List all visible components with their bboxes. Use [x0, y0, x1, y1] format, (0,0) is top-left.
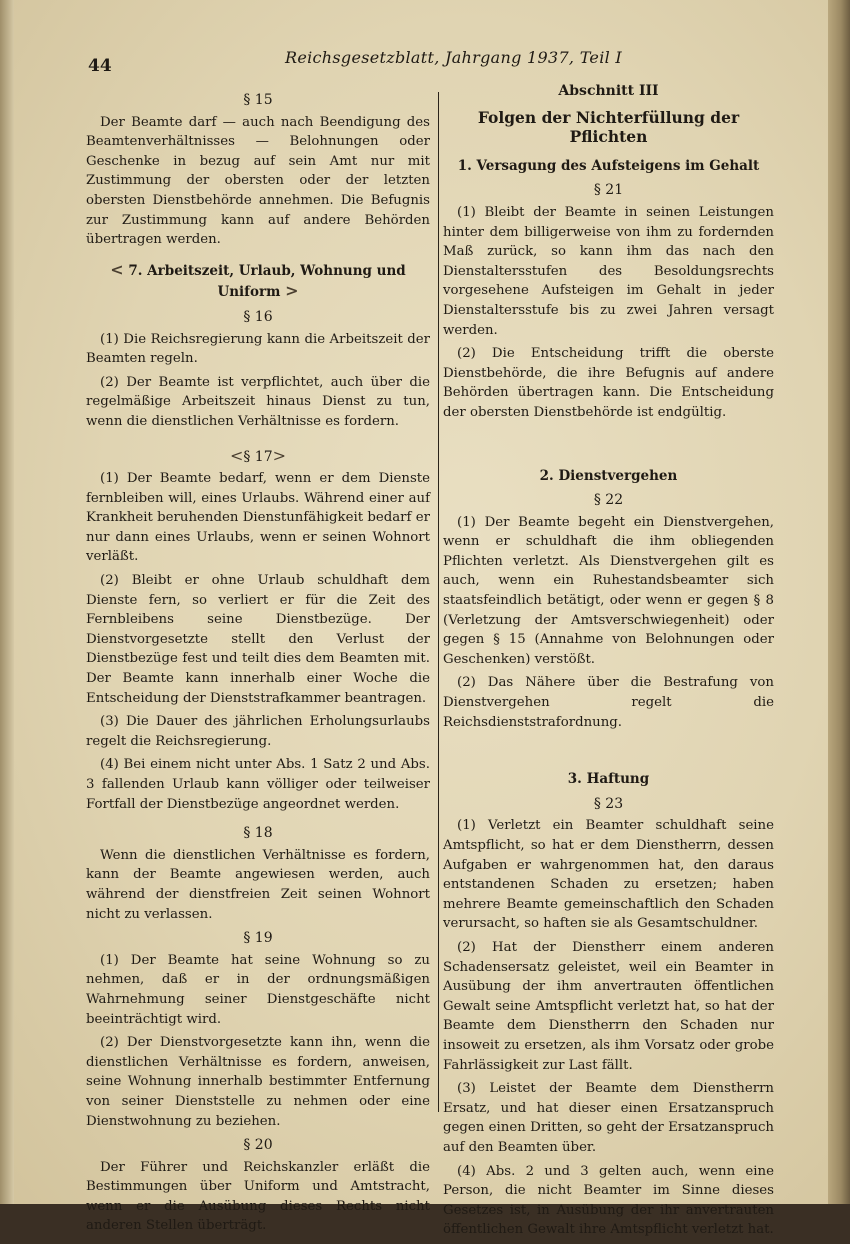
paragraph: Der Führer und Reichskanzler erläßt die Bestimmungen über Uniform und Amtstracht, wenn er die Ausübung dieses Rechts nicht anderen Stellen überträgt. [86, 1159, 430, 1234]
section-title-23: § 23 [593, 795, 624, 812]
pencil-mark-open: < [229, 445, 244, 465]
abschnitt-label: Abschnitt III [558, 83, 659, 99]
paragraph: Wenn die dienstlichen Verhältnisse es fordern, kann der Beamte angewiesen werden, auch während der dienstfreien Zeit seinen Wohnort nicht zu verlassen. [86, 847, 430, 922]
right-column [443, 76, 774, 1244]
paragraph: (2) Hat der Dienstherr einem anderen Schadensersatz geleistet, weil ein Beamter in Ausübung der ihm anvertrauten öffentlichen Gewalt seine Amtspflicht verletzt hat, so hat der Beamte dem Dienstherrn den Schaden nur insoweit zu ersetzen, als ihm Vorsatz oder grobe Fahrlässigkeit zur Last fällt. [443, 939, 774, 1073]
section-title-20: § 20 [243, 1137, 273, 1154]
subheading-2: 2. Dienstvergehen [539, 467, 678, 484]
section-title-15: § 15 [243, 92, 273, 108]
section-title-17 [86, 446, 430, 468]
section-title-16: § 16 [243, 308, 273, 325]
pencil-mark-close: > [272, 445, 287, 465]
book-spine [828, 0, 850, 1204]
paragraph: (1) Die Reichsregierung kann die Arbeitszeit der Beamten regeln. [86, 331, 430, 367]
paragraph: (1) Bleibt der Beamte in seinen Leistungen hinter dem billigerweise von ihm zu fordernden Maß zurück, so kann ihm das nach den Dienstaltersstufen des Besoldungsrechts vorgesehene Aufsteigen im Gehalt in jeder Dienstaltersstufe bis zu zwei Jahren versagt werden. [443, 204, 774, 338]
paragraph: (1) Der Beamte bedarf, wenn er dem Dienste fernbleiben will, eines Urlaubs. Während einer auf Krankheit beruhenden Dienstunfähigkeit bedarf er nur dann eines Urlaubs, wenn er seinen Wohnort verläßt. [86, 471, 430, 565]
page-number: 44 [88, 56, 112, 76]
running-header: Reichsgesetzblatt, Jahrgang 1937, Teil I [285, 48, 623, 67]
abschnitt-title: Folgen der Nichterfüllung der Pflichten [477, 107, 740, 147]
paragraph: Der Beamte darf — auch nach Beendigung des Beamtenverhältnisses — Belohnungen oder Geschenke in bezug auf sein Amt nur mit Zustimmung der obersten oder der letzten obersten Dienstbehörde annehmen. Die Befugnis zur Zustimmung kann auf andere Behörden übertragen werden. [86, 114, 430, 248]
paragraph: (1) Verletzt ein Beamter schuldhaft seine Amtspflicht, so hat er dem Dienstherrn, dessen Aufgaben er wahrgenommen hat, den daraus entstandenen Schaden zu ersetzen; haben mehrere Beamte gemeinschaftlich den Schaden verursacht, so haften sie als Gesamtschuldner. [443, 818, 774, 932]
paragraph: (2) Der Beamte ist verpflichtet, auch über die regelmäßige Arbeitszeit hinaus Dienst zu tun, wenn die dienstlichen Verhältnisse es fordern. [86, 374, 430, 429]
paragraph: (2) Der Dienstvorgesetzte kann ihn, wenn die dienstlichen Verhältnisse es fordern, anweisen, seine Wohnung innerhalb bestimmter Entfernung von seiner Dienststelle zu nehmen oder eine Dienstwohnung zu beziehen. [86, 1035, 430, 1129]
paragraph: (3) Die Dauer des jährlichen Erholungsurlaubs regelt die Reichsregierung. [86, 714, 430, 749]
column-divider [438, 92, 439, 1112]
section-title-18: § 18 [243, 825, 273, 842]
paragraph: (1) Der Beamte begeht ein Dienstvergehen, wenn er schuldhaft die ihm obliegenden Pflichten verletzt. Als Dienstvergehen gilt es auch, wenn ein Ruhestandsbeamter sich staatsfeindlich betätigt, oder wenn er gegen § 8 (Verletzung der Amtsverschwiegenheit) oder gegen § 15 (Annahme von Belohnungen oder Geschenken) verstößt. [443, 514, 774, 667]
paragraph: (2) Bleibt er ohne Urlaub schuldhaft dem Dienste fern, so verliert er für die Zeit des Fernbleibens seine Dienstbezüge. Der Dienstvorgesetzte stellt den Verlust der Dienstbezüge fest und teilt dies dem Beamten mit. Der Beamte kann innerhalb einer Woche die Entscheidung der Dienststrafkammer beantragen. [86, 573, 430, 706]
chapter-heading-7 [86, 260, 430, 303]
section-title-21: § 21 [593, 182, 624, 199]
pencil-mark-close: > [285, 281, 299, 301]
paragraph: (4) Abs. 2 und 3 gelten auch, wenn eine Person, die nicht Beamter im Sinne dieses Gesetzes ist, in Ausübung der ihr anvertrauten öffentlichen Gewalt ihre Amtspflicht verletzt hat. [443, 1163, 774, 1238]
section-title-22: § 22 [593, 492, 624, 509]
subheading-3: 3. Haftung [567, 771, 650, 788]
page-left-edge [0, 0, 14, 1204]
section-title-17-text: § 17 [243, 448, 273, 465]
pencil-mark-open: < [110, 259, 124, 279]
chapter-heading-text: 7. Arbeitszeit, Urlaub, Wohnung und Uniform [128, 262, 406, 301]
section-title-19: § 19 [243, 930, 273, 947]
paragraph: (2) Die Entscheidung trifft die oberste Dienstbehörde, die ihre Befugnis auf andere Behörden übertragen kann. Die Entscheidung der obersten Dienstbehörde ist endgültig. [443, 346, 774, 420]
paragraph: (4) Bei einem nicht unter Abs. 1 Satz 2 und Abs. 3 fallenden Urlaub kann völliger oder teilweiser Fortfall der Dienstbezüge angeordnet werden. [86, 757, 430, 812]
paragraph: (2) Das Nähere über die Bestrafung von Dienstvergehen regelt die Reichsdienststrafordnung. [443, 675, 774, 730]
paragraph: (1) Der Beamte hat seine Wohnung so zu nehmen, daß er in der ordnungsmäßigen Wahrnehmung seiner Dienstgeschäfte nicht beeinträchtigt wird. [86, 952, 430, 1027]
subheading-1: 1. Versagung des Aufsteigens im Gehalt [457, 157, 760, 174]
left-column [86, 86, 430, 1240]
paragraph: (3) Leistet der Beamte dem Dienstherrn Ersatz, und hat dieser einen Ersatzanspruch gegen einen Dritten, so geht der Ersatzanspruch auf den Beamten über. [443, 1081, 774, 1155]
